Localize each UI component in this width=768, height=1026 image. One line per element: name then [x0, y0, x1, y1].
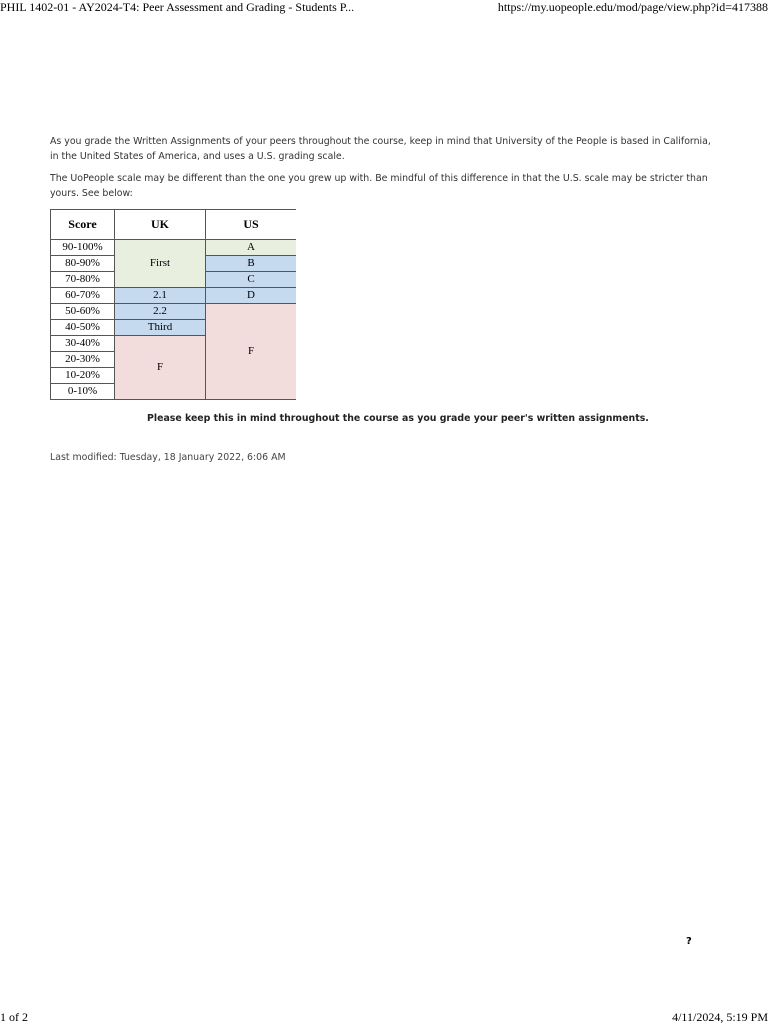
us-grade-cell: F [206, 304, 297, 400]
uk-grade-cell: First [115, 240, 206, 288]
grading-scale-table [50, 209, 296, 400]
score-cell: 0-10% [51, 384, 115, 400]
grading-note: Please keep this in mind throughout the course as you grade your peer's written assignments. [147, 413, 649, 424]
help-button[interactable]: ? [686, 936, 692, 947]
header-score: Score [51, 210, 115, 240]
page-title: PHIL 1402-01 - AY2024-T4: Peer Assessment and Grading - Students P... [0, 0, 355, 14]
score-cell: 40-50% [51, 320, 115, 336]
us-grade-cell: A [206, 240, 297, 256]
score-cell: 90-100% [51, 240, 115, 256]
header-us: US [206, 210, 297, 240]
table-row [51, 240, 297, 256]
score-cell: 20-30% [51, 352, 115, 368]
us-grade-cell: B [206, 256, 297, 272]
intro-paragraph-1: As you grade the Written Assignments of your peers throughout the course, keep in mind that University of the People is based in California, in the United States of America, and uses a U.S. grading scale. [50, 136, 711, 162]
page-number: 1 of 2 [0, 1010, 28, 1024]
score-cell: 60-70% [51, 288, 115, 304]
page-url[interactable]: https://my.uopeople.edu/mod/page/view.php?id=417388 [497, 0, 768, 14]
score-cell: 50-60% [51, 304, 115, 320]
score-cell: 10-20% [51, 368, 115, 384]
page-content [50, 135, 722, 465]
score-cell: 80-90% [51, 256, 115, 272]
print-header [0, 0, 768, 16]
uk-grade-cell: 2.2 [115, 304, 206, 320]
uk-grade-cell: F [115, 336, 206, 400]
last-modified: Last modified: Tuesday, 18 January 2022, 6:06 AM [50, 451, 286, 463]
us-grade-cell: D [206, 288, 297, 304]
print-datetime: 4/11/2024, 5:19 PM [672, 1010, 768, 1024]
score-cell: 30-40% [51, 336, 115, 352]
us-grade-cell: C [206, 272, 297, 288]
table-row [51, 304, 297, 320]
score-cell: 70-80% [51, 272, 115, 288]
header-uk: UK [115, 210, 206, 240]
table-row [51, 288, 297, 304]
uk-grade-cell: 2.1 [115, 288, 206, 304]
uk-grade-cell: Third [115, 320, 206, 336]
table-header-row [51, 210, 297, 240]
intro-paragraph-2: The UoPeople scale may be different than the one you grew up with. Be mindful of this difference in that the U.S. scale may be stricter than yours. See below: [50, 173, 708, 199]
